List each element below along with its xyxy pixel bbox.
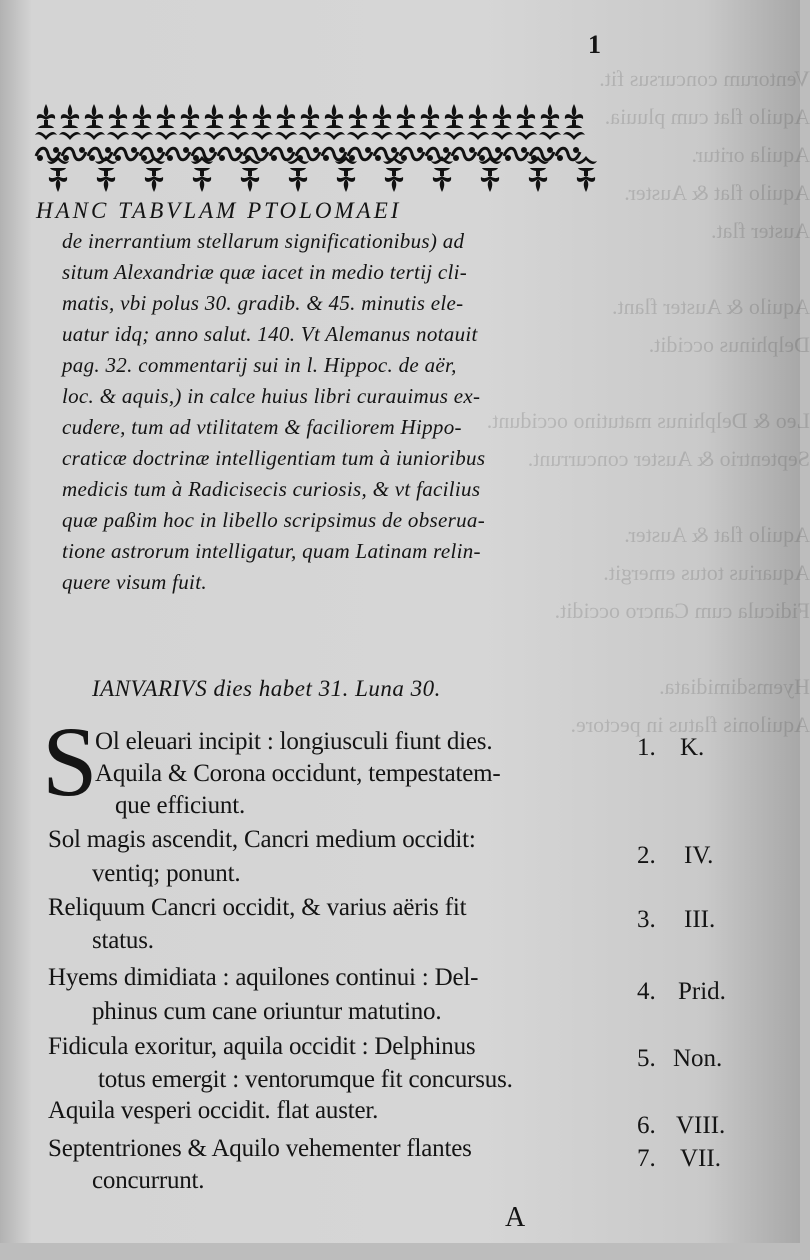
intro-line: matis, vbi polus 30. gradib. & 45. minutis ele-: [62, 291, 464, 315]
intro-line: quæ paßim hoc in libello scripsimus de obserua-: [62, 508, 485, 532]
entry-roman-date: Non.: [673, 1045, 723, 1072]
intro-line: quere visum fuit.: [62, 570, 207, 594]
entry-text-line: Sol magis ascendit, Cancri medium occidit:: [48, 826, 476, 853]
entry-roman-date: IV.: [684, 842, 714, 869]
entry-text-line: Aquila vesperi occidit. flat auster.: [48, 1097, 379, 1124]
entry-roman-date: VII.: [680, 1145, 721, 1172]
intro-line: HANC TABVLAM PTOLOMAEI: [36, 198, 402, 223]
entry-day-number: 6.: [637, 1112, 656, 1139]
entry-text-line: ventiq; ponunt.: [92, 860, 241, 887]
entry-roman-date: K.: [680, 734, 705, 761]
entry-text-line: Hyems dimidiata : aquilones continui : Del-: [48, 964, 479, 991]
intro-paragraph: [36, 195, 616, 598]
drop-cap: S: [42, 706, 98, 817]
entry-text-line: status.: [92, 927, 154, 954]
entry-day-number: 5.: [637, 1045, 656, 1072]
signature-mark: A: [505, 1202, 526, 1233]
entry-roman-date: VIII.: [676, 1112, 726, 1139]
entry-text-line: Aquila & Corona occidunt, tempestatem-: [95, 760, 501, 787]
entry-day-number: 3.: [637, 906, 656, 933]
entry-text-line: Fidicula exoritur, aquila occidit : Delphinus: [48, 1033, 476, 1060]
intro-line: tione astrorum intelligatur, quam Latinam relin-: [62, 539, 481, 563]
intro-line: pag. 32. commentarij sui in l. Hippoc. de aër,: [62, 353, 457, 377]
entry-roman-date: Prid.: [678, 978, 726, 1005]
page-number: 1: [588, 30, 601, 59]
intro-line: craticæ doctrinæ intelligentiam tum à iunioribus: [62, 446, 486, 470]
month-heading: IANVARIVS dies habet 31. Luna 30.: [92, 676, 441, 701]
entry-roman-date: III.: [684, 906, 716, 933]
entry-day-number: 4.: [637, 978, 656, 1005]
intro-line: cudere, tum ad vtilitatem & faciliorem Hippo-: [62, 415, 462, 439]
entry-day-number: 1.: [637, 734, 656, 761]
entry-text-line: Ol eleuari incipit : longiusculi fiunt dies.: [95, 728, 493, 755]
entry-day-number: 2.: [637, 842, 656, 869]
entry-text-line: que efficiunt.: [115, 792, 246, 819]
entry-text-line: concurrunt.: [92, 1167, 205, 1194]
entry-text-line: Septentriones & Aquilo vehementer flantes: [48, 1135, 472, 1162]
entry-text-line: totus emergit : ventorumque fit concursus.: [98, 1066, 513, 1093]
entry-day-number: 7.: [637, 1145, 656, 1172]
entry-text-line: phinus cum cane oriuntur matutino.: [92, 998, 442, 1025]
intro-line: situm Alexandriæ quæ iacet in medio tertij cli-: [62, 260, 468, 284]
intro-line: de inerrantium stellarum significationibus) ad: [62, 229, 465, 253]
intro-line: loc. & aquis,) in calce huius libri curauimus ex-: [62, 384, 481, 408]
bleed-through-text: Ventorum concursus fit. Aquilo flat cum pluuia. Aquila oritur. Aquilo flat & Auster. Auster flat. Aquilo & Auster flant. Delphinus occidit. Leo & Delphinus matutino occidunt. Septentrio & Auster concurrunt. Aquilo flat & Auster. Aquarius totus emergit. Fidicula cum Cancro occidit. Hyemsdimidiata. Aquilonis flatus in pectore.: [486, 66, 810, 737]
intro-line: medicis tum à Radicisecis curiosis, & vt facilius: [62, 477, 481, 501]
fleuron-ornament-band: [34, 100, 604, 186]
entry-text-line: Reliquum Cancri occidit, & varius aëris fit: [48, 894, 467, 921]
intro-line: uatur idq; anno salut. 140. Vt Alemanus notauit: [62, 322, 478, 346]
